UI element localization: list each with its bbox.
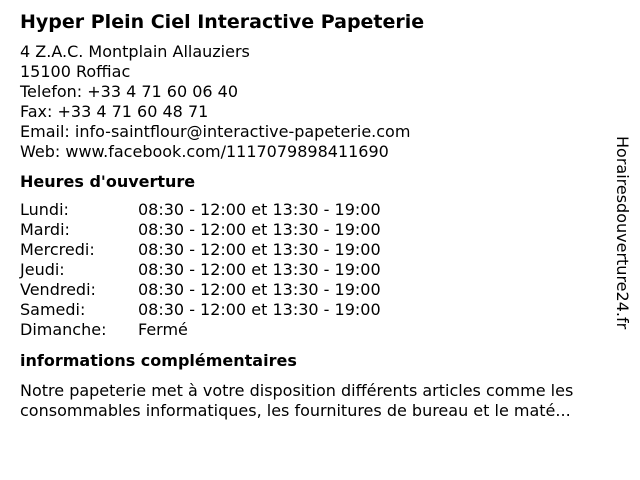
hours-time: 08:30 - 12:00 et 13:30 - 19:00 [138,260,381,279]
hours-day: Dimanche: [20,320,107,339]
address-line-1: 4 Z.A.C. Montplain Allauziers [20,42,250,61]
brand-watermark [612,136,632,341]
hours-time: 08:30 - 12:00 et 13:30 - 19:00 [138,300,381,319]
hours-table [20,200,620,340]
hours-day: Mercredi: [20,240,95,259]
hours-row [20,200,620,220]
brand-text: Horairesdouverture24.fr [613,136,632,330]
address-line-2: 15100 Roffiac [20,62,131,81]
hours-day: Mardi: [20,220,70,239]
business-name: Hyper Plein Ciel Interactive Papeterie [20,11,425,33]
hours-day: Lundi: [20,200,69,219]
hours-time: 08:30 - 12:00 et 13:30 - 19:00 [138,220,381,239]
hours-day: Vendredi: [20,280,96,299]
hours-row [20,220,620,240]
hours-time: 08:30 - 12:00 et 13:30 - 19:00 [138,200,381,219]
hours-title: Heures d'ouverture [20,172,196,191]
info-text: Notre papeterie met à votre disposition différents articles comme les consommables informatiques, les fournitures de bureau et le maté... [20,381,574,420]
hours-row [20,320,620,340]
hours-day: Jeudi: [20,260,65,279]
hours-row [20,240,620,260]
business-card [20,10,620,421]
email-line: Email: info-saintflour@interactive-papeterie.com [20,122,411,141]
fax-line: Fax: +33 4 71 60 48 71 [20,102,209,121]
hours-time: 08:30 - 12:00 et 13:30 - 19:00 [138,280,381,299]
contact-block [20,42,620,162]
hours-time: Fermé [138,320,188,339]
hours-row [20,300,620,320]
web-line: Web: www.facebook.com/1117079898411690 [20,142,389,161]
hours-time: 08:30 - 12:00 et 13:30 - 19:00 [138,240,381,259]
hours-day: Samedi: [20,300,86,319]
phone-line: Telefon: +33 4 71 60 06 40 [20,82,239,101]
hours-row [20,260,620,280]
info-title: informations complémentaires [20,351,297,370]
hours-row [20,280,620,300]
